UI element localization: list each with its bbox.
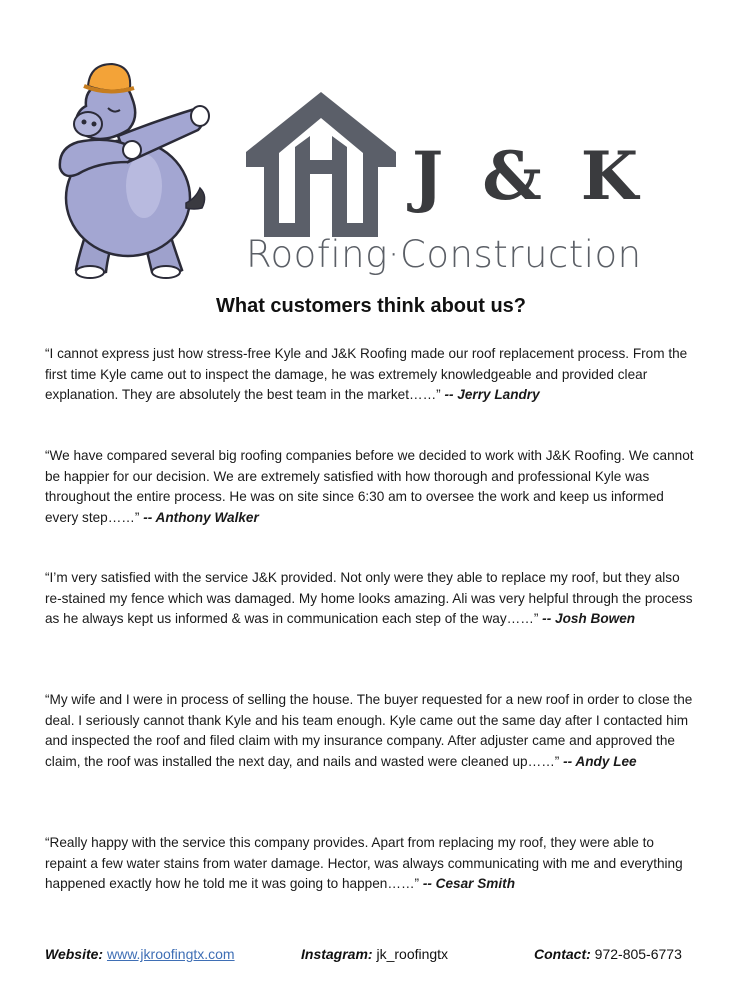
- instagram-label: Instagram:: [301, 946, 373, 962]
- testimonial-quote: “My wife and I were in process of selling the house. The buyer requested for a new roof in order to close the deal. I seriously cannot thank Kyle and his team enough. Kyle came out the same day after I contacted him and inspected the roof and filed claim with my insurance company. After adjuster came and approved the claim, the roof was installed the next day, and nails and wasted were cleaned up……”: [45, 692, 693, 769]
- testimonial-author: -- Josh Bowen: [542, 611, 636, 627]
- contact-phone: 972-805-6773: [594, 946, 682, 962]
- house-logo-icon: [246, 92, 396, 237]
- testimonial-author: -- Jerry Landry: [444, 387, 540, 403]
- testimonial-quote: “I’m very satisfied with the service J&K provided. Not only were they able to replace my roof, but they also re-stained my fence which was damaged. My home looks amazing. Ali was very helpful through the process as he always kept us informed & was in communication each step of the way……”: [45, 570, 693, 627]
- contact-label: Contact:: [534, 946, 591, 962]
- testimonial-author: -- Anthony Walker: [143, 509, 259, 525]
- testimonial: [45, 446, 697, 528]
- brand-name: J & K: [412, 137, 647, 215]
- testimonial-quote: “We have compared several big roofing companies before we decided to work with J&K Roofing. We cannot be happier for our decision. We are extremely satisfied with how thorough and professional Kyle was throughout the entire process. He was on site since 6:30 am to oversee the work and keep us informed every step……”: [45, 448, 694, 525]
- testimonial: [45, 344, 697, 406]
- testimonial-author: -- Andy Lee: [563, 753, 637, 769]
- footer-contact-bar: [45, 946, 705, 968]
- testimonial: [45, 568, 697, 630]
- hippo-mascot-icon: [48, 58, 213, 283]
- testimonial: [45, 833, 697, 895]
- testimonial: [45, 690, 697, 772]
- website-label: Website:: [45, 946, 104, 962]
- website-link[interactable]: www.jkroofingtx.com: [106, 946, 235, 962]
- brand-subtitle: Roofing·Construction: [246, 233, 642, 276]
- testimonial-quote: “Really happy with the service this company provides. Apart from replacing my roof, they were able to repaint a few water stains from water damage. Hector, was always communicating with me and everything happened exactly how he told me it was going to happen……”: [45, 835, 683, 892]
- page-title: What customers think about us?: [215, 295, 527, 317]
- instagram-handle: jk_roofingtx: [376, 946, 449, 962]
- footer-website: [45, 946, 235, 962]
- footer-contact: [534, 946, 682, 962]
- footer-instagram: [301, 946, 448, 962]
- testimonial-author: -- Cesar Smith: [422, 876, 515, 892]
- hippo-mascot-image: [48, 58, 213, 283]
- testimonial-quote: “I cannot express just how stress-free Kyle and J&K Roofing made our roof replacement process. From the first time Kyle came out to inspect the damage, he was extremely knowledgeable and provided clear explanation. They are absolutely the best team in the market……”: [45, 346, 688, 403]
